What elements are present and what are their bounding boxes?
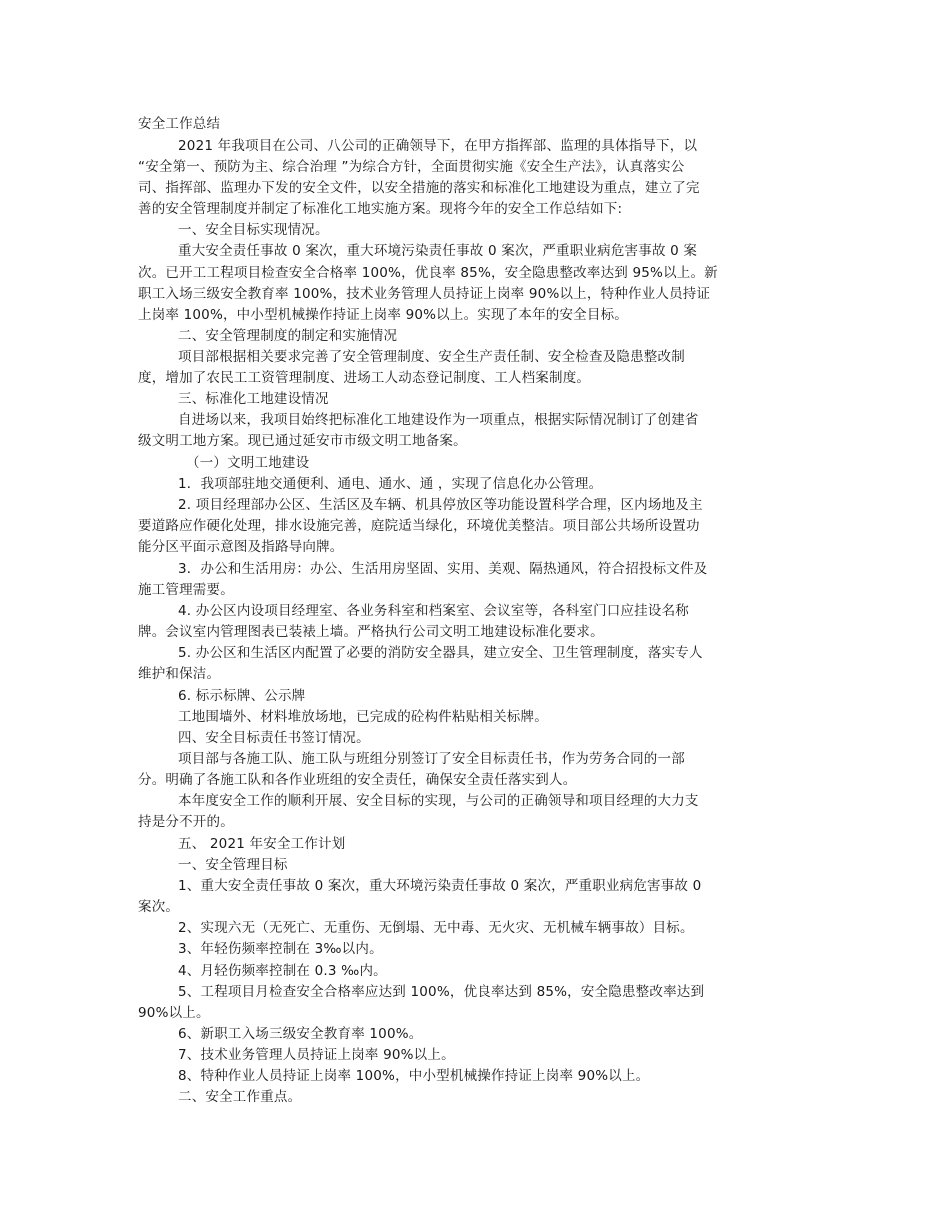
list-item: 1．我项部驻地交通便利、通电、通水、通 ，实现了信息化办公管理。 xyxy=(178,476,603,492)
paragraph-line: 上岗率 100%，中小型机械操作持证上岗率 90%以上。实现了本年的安全目标。 xyxy=(138,307,628,323)
list-item: 8、特种作业人员持证上岗率 100%，中小型机械操作持证上岗率 90%以上。 xyxy=(178,1068,650,1084)
list-item: 7、技术业务管理人员持证上岗率 90%以上。 xyxy=(178,1047,455,1063)
section-heading: 四、安全目标责任书签订情况。 xyxy=(178,730,370,746)
paragraph-line: 本年度安全工作的顺利开展、安全目标的实现，与公司的正确领导和项目经理的大力支 xyxy=(178,793,699,809)
paragraph-line: 重大安全责任事故 0 案次，重大环境污染责任事故 0 案次，严重职业病危害事故 0 案 xyxy=(178,243,698,259)
paragraph-line: 2021 年我项目在公司、八公司的正确领导下，在甲方指挥部、监理的具体指导下，以 xyxy=(178,138,698,154)
paragraph-line: “安全第一、预防为主、综合治理 ”为综合方针，全面贯彻实施《安全生产法》，认真落实公 xyxy=(138,159,685,175)
list-item: 4. 办公区内设项目经理室、各业务科室和档案室、会议室等，各科室门口应挂设名称 xyxy=(178,603,689,619)
paragraph-line: 自进场以来，我项目始终把标准化工地建设作为一项重点，根据实际情况制订了创建省 xyxy=(178,412,699,428)
paragraph-line: 级文明工地方案。现已通过延安市市级文明工地备案。 xyxy=(138,433,467,449)
paragraph-line: 分。明确了各施工队和各作业班组的安全责任，确保安全责任落实到人。 xyxy=(138,772,577,788)
section-heading: 一、安全目标实现情况。 xyxy=(178,222,329,238)
section-heading: 三、标准化工地建设情况 xyxy=(178,391,329,407)
paragraph-line: 职工入场三级安全教育率 100%，技术业务管理人员持证上岗率 90%以上，特种作业人员持证 xyxy=(138,286,711,302)
section-heading: 二、安全工作重点。 xyxy=(178,1089,302,1105)
list-item: 3．办公和生活用房：办公、生活用房坚固、实用、美观、隔热通风，符合招投标文件及 xyxy=(178,561,708,577)
list-item: 5、工程项目月检查安全合格率应达到 100%，优良率达到 85%，安全隐患整改率达到 xyxy=(178,984,705,1000)
paragraph-line: 牌。会议室内管理图表已装裱上墙。严格执行公司文明工地建设标准化要求。 xyxy=(138,624,604,640)
paragraph-line: 度，增加了农民工工资管理制度、进场工人动态登记制度、工人档案制度。 xyxy=(138,370,591,386)
subsection-heading: （一）文明工地建设 xyxy=(186,455,310,471)
section-heading: 五、 2021 年安全工作计划 xyxy=(178,836,346,852)
paragraph-line: 项目部与各施工队、施工队与班组分别签订了安全目标责任书，作为劳务合同的一部 xyxy=(178,751,685,767)
list-item: 6、新职工入场三级安全教育率 100%。 xyxy=(178,1026,423,1042)
document-title: 安全工作总结 xyxy=(138,116,221,132)
list-item: 3、年轻伤频率控制在 3‰以内。 xyxy=(178,941,383,957)
list-item: 6. 标示标牌、公示牌 xyxy=(178,688,306,704)
paragraph-line: 善的安全管理制度并制定了标准化工地实施方案。现将今年的安全工作总结如下: xyxy=(138,201,623,217)
section-heading: 一、安全管理目标 xyxy=(178,857,288,873)
list-item: 1、重大安全责任事故 0 案次，重大环境污染责任事故 0 案次，严重职业病危害事故 0 xyxy=(178,878,702,894)
list-item: 2、实现六无（无死亡、无重伤、无倒塌、无中毒、无火灾、无机械车辆事故）目标。 xyxy=(178,920,694,936)
paragraph-line: 维护和保洁。 xyxy=(138,666,221,682)
paragraph-line: 要道路应作硬化处理，排水设施完善，庭院适当绿化，环境优美整洁。项目部公共场所设置功 xyxy=(138,518,700,534)
paragraph-line: 施工管理需要。 xyxy=(138,582,234,598)
list-item: 4、月轻伤频率控制在 0.3 ‰内。 xyxy=(178,963,387,979)
paragraph-line: 90%以上。 xyxy=(138,1005,210,1021)
list-item: 2. 项目经理部办公区、生活区及车辆、机具停放区等功能设置科学合理，区内场地及主 xyxy=(178,497,703,513)
list-item: 5. 办公区和生活区内配置了必要的消防安全器具，建立安全、卫生管理制度，落实专人 xyxy=(178,645,703,661)
section-heading: 二、安全管理制度的制定和实施情况 xyxy=(178,328,398,344)
paragraph-line: 次。已开工工程项目检查安全合格率 100%，优良率 85%，安全隐患整改率达到 95%以上。新 xyxy=(138,265,718,281)
paragraph-line: 司、指挥部、监理办下发的安全文件，以安全措施的落实和标准化工地建设为重点，建立了完 xyxy=(138,180,700,196)
paragraph-line: 案次。 xyxy=(138,899,180,915)
paragraph-line: 工地围墙外、材料堆放场地，已完成的砼构件粘贴相关标牌。 xyxy=(178,709,548,725)
paragraph-line: 持是分不开的。 xyxy=(138,814,234,830)
paragraph-line: 项目部根据相关要求完善了安全管理制度、安全生产责任制、安全检查及隐患整改制 xyxy=(178,349,685,365)
paragraph-line: 能分区平面示意图及指路导向牌。 xyxy=(138,539,344,555)
